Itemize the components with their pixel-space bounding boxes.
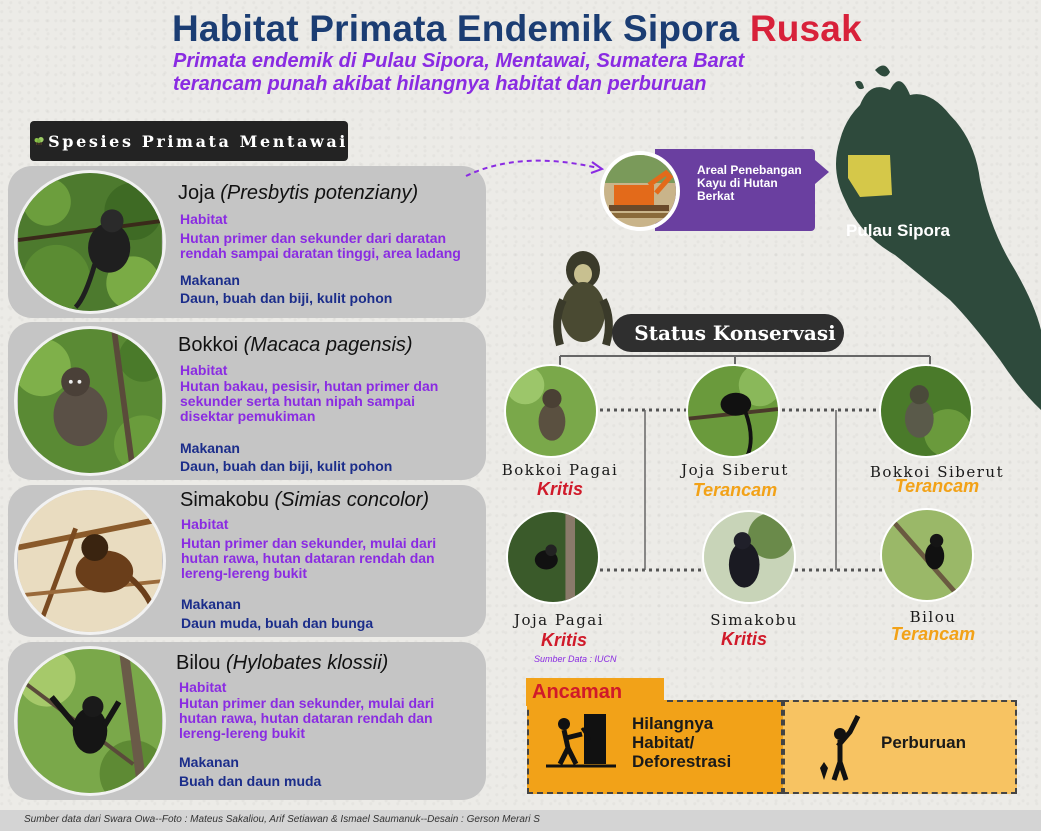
species-card-bilou-text [8,642,486,800]
food-label: Makanan [179,754,239,770]
habitat-label: Habitat [181,516,229,532]
habitat-text: Hutan primer dan sekunder, mulai dari hutan rawa, hutan dataran rendah dan lereng-lereng bukit [181,535,437,581]
status-title-text: Status Konservasi [634,321,836,345]
title-main: Habitat Primata Endemik Sipora [172,8,740,49]
subtitle-line-2: terancam punah akibat hilangnya habitat dan perburuan [173,73,707,95]
status-source: Sumber Data : IUCN [534,654,617,664]
logging-callout-arrow [815,160,829,184]
species-section-tag [30,121,348,161]
status-photo-bilou [880,508,974,602]
species-common-name: Bilou [176,652,221,674]
species-common-name: Joja [178,182,215,204]
species-card-joja-text [8,166,486,318]
island-label: Pulau Sipora [846,221,950,240]
status-value: Terancam [894,476,980,496]
habitat-text: Hutan primer dan sekunder dari daratan rendah sampai daratan tinggi, area ladang [180,230,461,261]
species-name [180,489,429,512]
subtitle [173,50,823,96]
species-common-name: Simakobu [180,489,269,511]
tree-icon [34,122,44,160]
status-value: Kritis [536,479,583,499]
status-name: Simakobu [710,611,798,629]
threats-title: Ancaman [526,678,664,706]
food-text: Daun muda, buah dan bunga [181,615,374,631]
species-name [176,652,388,675]
page-title [172,8,862,50]
status-name: Joja Siberut [681,461,789,479]
status-photo-bokkoi-pagai [504,364,598,458]
habitat-label: Habitat [180,362,228,378]
status-photo-joja-siberut [686,364,780,458]
hunting-icon [814,712,864,782]
logging-callout-text: Areal Penebangan Kayu di Hutan Berkat [697,163,802,203]
logging-photo [600,151,680,231]
habitat-label: Habitat [180,211,228,227]
species-name [178,182,418,205]
footer-credits: Sumber data dari Swara Owa--Foto : Mateus Sakaliou, Arif Setiawan & Ismael Saumanuk--Desain : Gerson Merari S [24,814,540,825]
food-text: Buah dan daun muda [179,773,322,789]
status-photo-simakobu [702,510,796,604]
status-name: Bokkoi Pagai [501,461,619,479]
status-photo-joja-pagai [506,510,600,604]
species-common-name: Bokkoi [178,334,239,356]
species-card-bokkoi-text [8,322,486,480]
food-text: Daun, buah dan biji, kulit pohon [180,458,393,474]
status-value: Kritis [540,630,587,650]
species-name [178,334,413,357]
food-label: Makanan [180,440,240,456]
food-label: Makanan [180,272,240,288]
threat-deforestation-label: Hilangnya Habitat/ Deforestrasi [632,714,732,771]
habitat-text: Hutan bakau, pesisir, hutan primer dan sekunder serta hutan nipah sampai disektar pemukiman [180,378,439,424]
status-photo-bokkoi-siberut [879,364,973,458]
species-latin-name: (Macaca pagensis) [243,334,413,356]
habitat-label: Habitat [179,679,227,695]
species-latin-name: (Hylobates klossii) [226,652,389,674]
food-label: Makanan [181,596,241,612]
status-name: Joja Pagai [513,611,605,629]
title-accent: Rusak [749,8,862,49]
status-name: Bokkoi Siberut [869,463,1005,481]
dashed-arrow [460,150,610,200]
species-latin-name: (Simias concolor) [274,489,429,511]
species-section-title: Spesies Primata Mentawai [48,131,348,151]
status-value: Terancam [890,624,976,644]
status-value: Kritis [720,629,767,649]
subtitle-line-1: Primata endemik di Pulau Sipora, Mentawai, Sumatera Barat [173,50,745,72]
species-card-simakobu-text [8,485,486,637]
threat-hunting-label: Perburuan [881,733,967,752]
deforestation-icon [546,712,616,770]
food-text: Daun, buah dan biji, kulit pohon [180,290,393,306]
species-latin-name: (Presbytis potenziany) [220,182,419,204]
status-value: Terancam [692,480,778,500]
status-name: Bilou [909,608,957,626]
habitat-text: Hutan primer dan sekunder, mulai dari hutan rawa, hutan dataran rendah dan lereng-lereng bukit [179,695,435,741]
monkey-illustration [548,240,618,350]
